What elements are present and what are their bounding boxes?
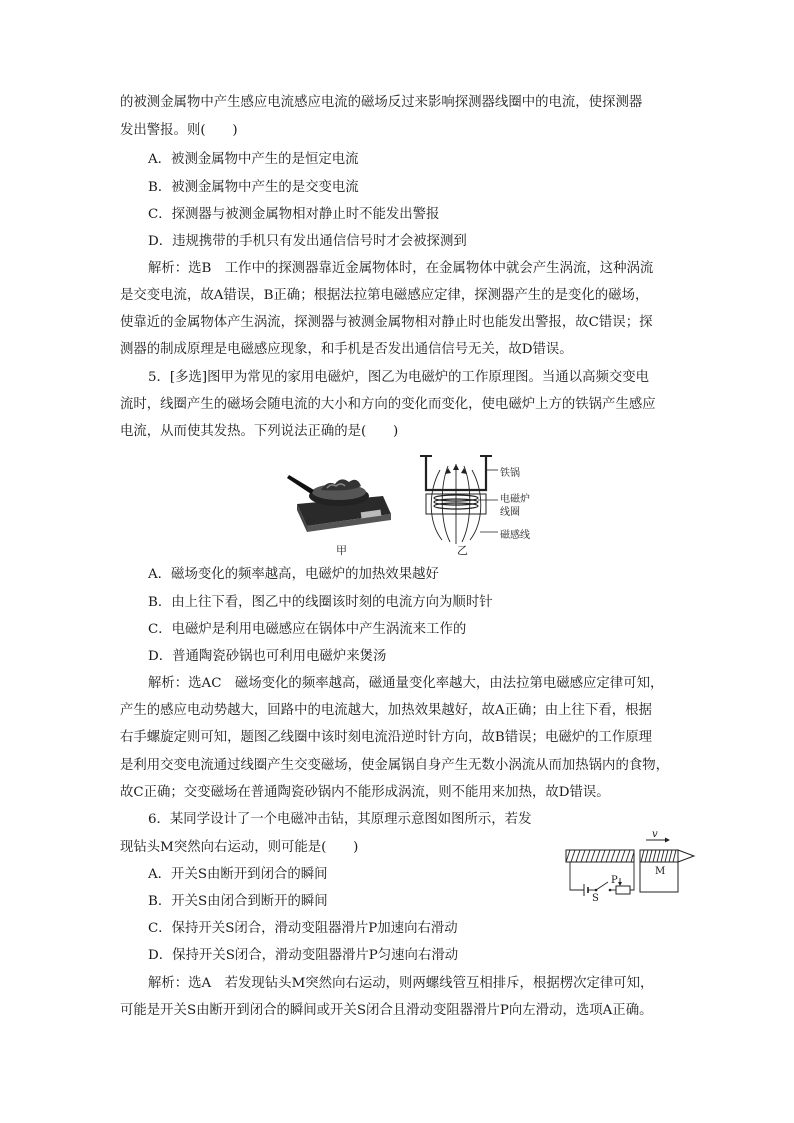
q5-option-c: C．电磁炉是利用电磁感应在锅体中产生涡流来工作的	[148, 622, 467, 637]
q4-analysis-line-2: 是交变电流，故A错误，B正确；根据法拉第电磁感应定律，探测器产生的是变化的磁场，	[120, 288, 649, 303]
label-coil-line-1: 电磁炉	[500, 494, 530, 505]
q6-option-b: B．开关S由闭合到断开的瞬间	[148, 894, 328, 909]
q4-option-b: B．被测金属物中产生的是交变电流	[148, 180, 359, 195]
label-velocity: v	[652, 829, 658, 840]
q6-option-c: C．保持开关S闭合，滑动变阻器滑片P加速向右滑动	[148, 921, 458, 936]
q5-analysis-line-2: 产生的感应电动势越大，回路中的电流越大，加热效果越好，故A正确；由上往下看，根据	[120, 703, 652, 718]
q4-analysis-line-1: 解析：选B 工作中的探测器靠近金属物体时，在金属物体中就会产生涡流，这种涡流	[148, 261, 654, 276]
label-pot: 铁锅	[500, 468, 520, 479]
q6-stem-line-1: 6．某同学设计了一个电磁冲击钻，其原理示意图如图所示，若发	[148, 812, 532, 827]
q6-stem-line-2: 现钻头M突然向右运动，则可能是( )	[120, 840, 359, 855]
q6-option-d: D．保持开关S闭合，滑动变阻器滑片P匀速向右滑动	[148, 948, 459, 963]
q5-option-a: A．磁场变化的频率越高，电磁炉的加热效果越好	[148, 567, 439, 582]
induction-cooker-illustration	[287, 456, 397, 534]
label-coil-line-2: 线圈	[500, 507, 520, 518]
q6-option-a: A．开关S由断开到闭合的瞬间	[148, 867, 328, 882]
q4-analysis-line-3: 使靠近的金属物体产生涡流，探测器与被测金属物相对静止时也能发出警报，故C错误；探	[120, 315, 653, 330]
q5-analysis-line-5: 故C正确；交变磁场在普通陶瓷砂锅内不能形成涡流，则不能用来加热，故D错误。	[120, 785, 610, 800]
q4-option-d: D．违规携带的手机只有发出通信信号时才会被探测到	[148, 234, 467, 249]
q6-analysis-line-1: 解析：选A 若发现钻头M突然向右运动，则两螺线管互相排斥，根据楞次定律可知，	[148, 976, 654, 991]
induction-principle-diagram	[418, 452, 498, 548]
label-slider-p: P	[611, 875, 618, 886]
q5-option-d: D．普通陶瓷砂锅也可利用电磁炉来煲汤	[148, 649, 387, 664]
q4-stem-line-2: 发出警报。则( )	[120, 123, 238, 138]
q6-analysis-line-2: 可能是开关S由断开到闭合的瞬间或开关S闭合且滑动变阻器滑片P向左滑动，选项A正确。	[120, 1003, 653, 1018]
label-field-lines: 磁感线	[500, 530, 530, 541]
figure-caption-right: 乙	[457, 544, 468, 557]
q5-stem-line-2: 流时，线圈产生的磁场会随电流的大小和方向的变化而变化，使电磁炉上方的铁锅产生感应	[120, 397, 656, 412]
q4-analysis-line-4: 测器的制成原理是电磁感应现象，和手机是否发出通信信号无关，故D错误。	[120, 342, 573, 357]
q5-option-b: B．由上往下看，图乙中的线圈该时刻的电流方向为顺时针	[148, 595, 493, 610]
label-drill-m: M	[655, 866, 666, 877]
q5-analysis-line-1: 解析：选AC 磁场变化的频率越高，磁通量变化率越大，由法拉第电磁感应定律可知，	[148, 676, 664, 691]
label-switch-s: S	[592, 893, 599, 904]
q4-option-c: C．探测器与被测金属物相对静止时不能发出警报	[148, 207, 440, 222]
q4-option-a: A．被测金属物中产生的是恒定电流	[148, 152, 359, 167]
q5-stem-line-3: 电流，从而使其发热。下列说法正确的是( )	[120, 424, 399, 439]
q4-stem-line-1: 的被测金属物中产生感应电流感应电流的磁场反过来影响探测器线圈中的电流，使探测器	[120, 95, 643, 110]
q5-stem-line-1: 5．[多选]图甲为常见的家用电磁炉，图乙为电磁炉的工作原理图。当通以高频交变电	[148, 370, 650, 385]
q5-analysis-line-3: 右手螺旋定则可知，题图乙线圈中该时刻电流沿逆时针方向，故B错误；电磁炉的工作原理	[120, 730, 653, 745]
q5-analysis-line-4: 是利用交变电流通过线圈产生交变磁场，使金属锅自身产生无数小涡流从而加热锅内的食物，	[120, 758, 670, 773]
figure-caption-left: 甲	[336, 544, 347, 557]
